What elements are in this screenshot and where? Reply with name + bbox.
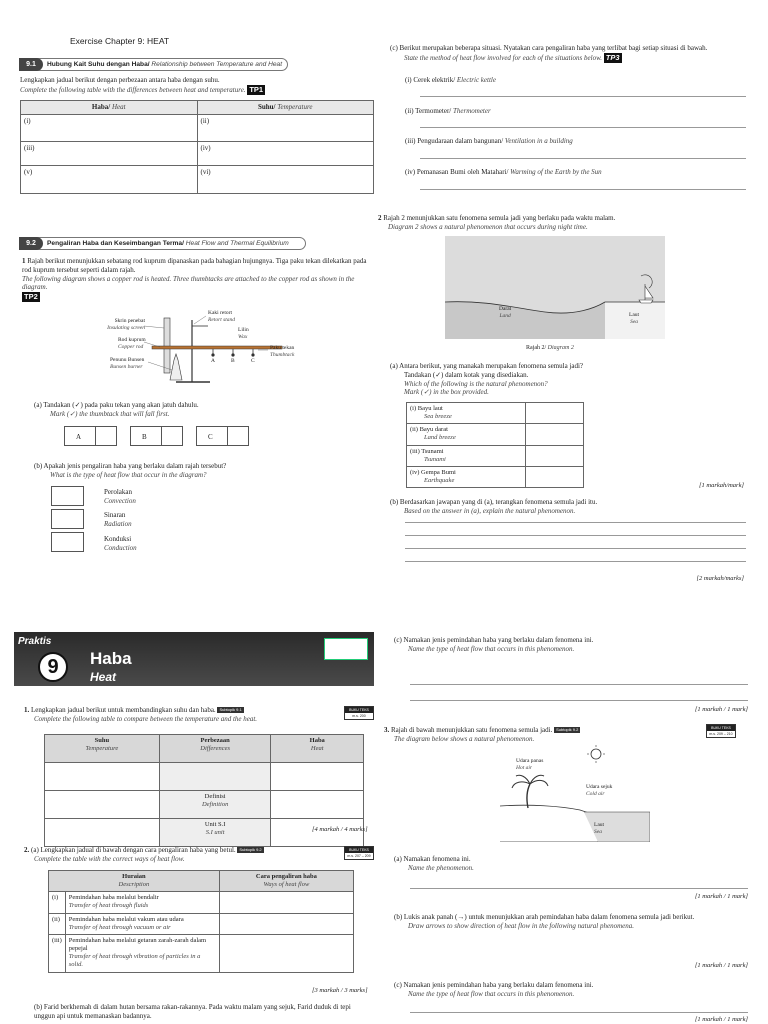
textbook-ref (344, 846, 374, 860)
option-label: Konduksi (104, 535, 132, 543)
question-text-en: The diagram below shows a natural phenomenon. (394, 734, 535, 743)
textbook-pages: m.s. 209 – 210 (709, 732, 733, 736)
question-text-en: What is the type of heat flow that occur in the diagram? (50, 470, 207, 479)
figure-label: Udara sejuk (586, 784, 613, 790)
option-conduction (104, 535, 137, 553)
answer-line[interactable] (410, 700, 748, 701)
marks-label: [1 markah / 1 mark] (694, 893, 748, 900)
question-1c (390, 44, 750, 63)
question-2b (390, 498, 750, 516)
checkbox-cell[interactable] (526, 466, 584, 487)
situation-item-en: Warming of the Earth by the Sun (510, 168, 602, 176)
question-label: (b) (34, 1003, 43, 1011)
question-text: Lengkapkan jadual di bawah dengan cara pengaliran haba yang betul. (40, 846, 236, 854)
table-header: Cara pengaliran haba (255, 873, 317, 880)
row-label: Definisi (204, 793, 226, 800)
section-badge: 9.1 (19, 58, 43, 71)
diagram-label: Kaki retort (208, 310, 232, 316)
question-3b (394, 913, 750, 931)
question-2a (24, 846, 354, 864)
section-label: Hubung Kait Suhu dengan Haba/ (47, 61, 150, 68)
question-label: (c) (394, 981, 402, 989)
option-label: C (208, 433, 213, 441)
option-label-en: Land breeze (424, 434, 456, 442)
question-text-en: Mark (✓) in the box provided. (404, 388, 489, 397)
table-row (49, 913, 354, 934)
option-label: Tsunami (421, 447, 444, 455)
answer-cell[interactable]: (vi) (197, 166, 374, 194)
table-header: Haba (309, 737, 325, 744)
table-row (49, 934, 354, 972)
question-text: Rajah di bawah menunjukkan satu fenomena semula jadi. (391, 726, 553, 734)
question-3 (384, 726, 704, 744)
figure-label: Udara panas (516, 758, 544, 764)
question-text-en: Which of the following is the natural phenomenon? (404, 379, 548, 388)
thumbtack-label-b: B (231, 358, 235, 364)
answer-cell[interactable] (271, 791, 364, 819)
subtopic-tag: Subtopik 9.1 (219, 707, 242, 713)
tp-level-badge: TP2 (24, 292, 38, 301)
checkbox-radiation[interactable] (51, 509, 84, 529)
checkbox-cell[interactable] (526, 445, 584, 466)
question-text-en: The following diagram shows a copper rod is heated. Three thumbtacks are attached to the copper rod as shown in the diagram. (22, 274, 355, 292)
marks-label: [1 markah / 1 mark] (694, 1016, 748, 1023)
row-label-en: Definition (201, 801, 229, 809)
option-label-en: Earthquake (424, 476, 455, 484)
question-text-en: Mark (✓) the thumbtack that will fall first. (50, 409, 170, 418)
question-text-en: Complete the table with the correct ways of heat flow. (34, 854, 185, 863)
question-heat-table (20, 76, 370, 95)
section-9-1-band (20, 58, 288, 71)
answer-cell[interactable]: (ii) (197, 115, 374, 142)
question-label: (b) (390, 498, 399, 506)
question-number: 2 (378, 214, 382, 222)
question-text-en: Complete the following table to compare between the temperature and the heat. (34, 714, 258, 723)
textbook-label: BUKU TEKS (707, 725, 735, 731)
diagram-label: Lilin (238, 327, 249, 333)
row-label-en: S.I unit (205, 829, 225, 837)
situation-item-en: Thermometer (452, 107, 491, 115)
answer-line[interactable] (410, 1012, 748, 1013)
answer-cell[interactable] (219, 892, 353, 913)
tp-level-badge: TP1 (249, 84, 264, 94)
option-a-box (64, 426, 116, 446)
option-label: Perolakan (104, 488, 132, 496)
question-text: Lengkapkan jadual berikut dengan perbezaan antara haba dengan suhu. (20, 76, 220, 84)
answer-cell[interactable] (219, 934, 353, 972)
thumbtack-label-c: C (251, 358, 255, 364)
copper-rod-diagram (100, 310, 320, 390)
table-row (21, 142, 374, 166)
answer-cell[interactable] (271, 763, 364, 791)
checkbox-convection[interactable] (51, 486, 84, 506)
question-label: (a) (31, 846, 39, 854)
heat-flow-table (48, 870, 354, 973)
checkbox-conduction[interactable] (51, 532, 84, 552)
question-1 (24, 706, 354, 724)
chapter-title-en: Heat (90, 670, 117, 684)
textbook-label: BUKU TEKS (345, 707, 373, 713)
section-badge: 9.2 (19, 237, 43, 250)
section-label: Pengaliran Haba dan Keseimbangan Terma/ (47, 240, 184, 247)
checkbox-b[interactable] (161, 426, 183, 446)
question-number: 2. (24, 846, 30, 854)
option-number: (i) (410, 405, 417, 412)
option-number: (iii) (410, 447, 420, 455)
answer-cell[interactable] (45, 763, 160, 791)
section-9-2-band (20, 237, 306, 250)
question-2 (378, 214, 748, 232)
question-text: Farid berkhemah di dalam hutan bersama rakan-rakannya. Pada waktu malam yang sejuk, Farid duduk di tepi unggun api untuk memanaskan badannya. (34, 1003, 351, 1020)
answer-cell[interactable]: (iv) (197, 142, 374, 166)
answer-line[interactable] (420, 158, 746, 159)
table-header: Perbezaan (200, 737, 230, 744)
option-number: (ii) (410, 426, 418, 434)
chapter-title: Haba (90, 649, 132, 668)
diagram-label-en: Copper rod (118, 343, 144, 350)
table-row (407, 424, 584, 445)
question-text: Berikut merupakan beberapa situasi. Nyatakan cara pengaliran haba yang terlibat bagi setiap situasi di bawah. (399, 44, 708, 52)
question-1b (34, 462, 354, 480)
row-text-en: Transfer of heat through fluids (68, 902, 149, 910)
chapter-header-band (14, 632, 374, 686)
option-label-en: Sea breeze (424, 413, 452, 421)
question-text: Namakan jenis pemindahan haba yang berlaku dalam fenomena ini. (403, 636, 594, 644)
question-text: Antara berikut, yang manakah merupakan fenomena semula jadi? (399, 362, 584, 370)
table-row (407, 445, 584, 466)
question-text: Apakah jenis pengaliran haba yang berlaku dalam rajah tersebut? (43, 462, 227, 470)
textbook-ref (706, 724, 736, 738)
answer-line[interactable] (420, 189, 746, 190)
figure-label-en: Sea (630, 318, 639, 325)
table-row (21, 166, 374, 194)
situation-item: (iii) Pengudaraan dalam bangunan/ (405, 137, 504, 145)
land-sea-figure (445, 236, 665, 339)
chapter-number: 9 (38, 652, 68, 682)
option-convection (104, 488, 136, 506)
question-text-en: Based on the answer in (a), explain the natural phenomenon. (404, 506, 576, 515)
option-number: (iv) (410, 468, 420, 476)
worksheet-title: Exercise Chapter 9: HEAT (70, 36, 170, 46)
answer-cell[interactable] (45, 819, 160, 847)
table-header: Suhu/ (257, 103, 276, 111)
row-text: Pemindahan haba melalui getaran zarah-zarah dalam pepejal (68, 936, 207, 952)
answer-line[interactable] (405, 561, 746, 562)
subtopic-tag: Subtopik 9.2 (239, 847, 262, 853)
table-header-en: Heat (111, 103, 126, 111)
marks-label: [1 markah / 1 mark] (694, 706, 748, 713)
question-text-en: Name the phenomenon. (408, 863, 474, 872)
section-label-en: Heat Flow and Thermal Equilibrium (185, 240, 289, 247)
table-row (49, 892, 354, 913)
question-text-en: State the method of heat flow involved for each of the situations below. (404, 53, 602, 62)
answer-cell[interactable]: (iii) (21, 142, 198, 166)
situation-item-en: Electric kettle (456, 76, 496, 84)
thumbtack-label-a: A (211, 358, 215, 364)
answer-line[interactable] (405, 548, 746, 549)
answer-line[interactable] (420, 127, 746, 128)
figure-label-en: Hot air (516, 764, 533, 771)
question-1a (34, 401, 354, 419)
table-header-en: Temperature (277, 103, 313, 111)
question-2c (394, 636, 750, 654)
question-2a (390, 362, 750, 397)
question-text: Tandakan (✓) dalam kotak yang disediakan. (404, 370, 529, 379)
question-2b (34, 1003, 364, 1021)
question-text: Tandakan (✓) pada paku tekan yang akan jatuh dahulu. (43, 401, 199, 409)
phenomenon-options-table (406, 402, 584, 488)
diagram-label: Skrin penebat (114, 318, 145, 324)
question-text: Namakan fenomena ini. (403, 855, 471, 863)
marks-label: [3 markah / 3 marks] (312, 987, 368, 994)
question-number: 1 (22, 257, 26, 265)
answer-line[interactable] (410, 684, 748, 685)
figure-caption: Rajah 2/ (526, 345, 547, 351)
table-header: Huraian (122, 873, 146, 880)
question-text-en: Diagram 2 shows a natural phenomenon that occurs during night time. (388, 222, 588, 231)
marks-label: [1 markah/mark] (699, 482, 744, 489)
marks-label: [1 markah / 1 mark] (694, 962, 748, 969)
table-row (407, 403, 584, 424)
option-label-en: Tsunami (424, 455, 446, 463)
table-header-en: Ways of heat flow (263, 881, 310, 889)
question-text: Rajah berikut menunjukkan sebatang rod kuprum dipanaskan pada bahagian hujungnya. Tiga paku tekan dilekatkan pada rod kuprum tersebut seperti dalam rajah. (22, 257, 367, 274)
question-text: Berdasarkan jawapan yang di (a), terangkan fenomena semula jadi itu. (399, 498, 598, 506)
table-header-en: Description (118, 881, 150, 889)
question-text: Lukis anak panah (→) untuk menunjukkan arah pemindahan haba dalam fenomena semula jadi berikut. (403, 913, 695, 921)
question-text-en: Name the type of heat flow that occurs in this phenomenon. (408, 989, 575, 998)
table-header-en: Differences (200, 745, 231, 753)
question-1 (22, 257, 374, 302)
figure-label: Laut (594, 822, 605, 828)
question-label: (a) (34, 401, 42, 409)
situation-item: (iv) Pemanasan Bumi oleh Matahari/ (405, 168, 509, 176)
question-label: (a) (390, 362, 398, 370)
marks-label: [2 markah/marks] (696, 575, 744, 582)
tp-level-badge: TP3 (605, 52, 620, 62)
checkbox-c[interactable] (227, 426, 249, 446)
answer-line[interactable] (410, 888, 748, 889)
diagram-label: Rod kuprum (118, 337, 146, 343)
diagram-label-en: Wax (238, 333, 248, 340)
sea-breeze-figure (500, 744, 650, 842)
option-label: Sinaran (104, 511, 126, 519)
answer-cell[interactable] (219, 913, 353, 934)
question-label: (c) (390, 44, 398, 52)
figure-label-en: Land (499, 312, 511, 319)
option-label: A (76, 433, 82, 441)
section-label-en: Relationship between Temperature and Heat (151, 61, 283, 68)
table-header-en: Heat (310, 745, 324, 753)
option-b-box (130, 426, 182, 446)
question-number: 3. (384, 726, 390, 734)
situation-item-en: Ventilation in a building (504, 137, 573, 145)
checkbox-cell[interactable] (526, 424, 584, 445)
praktis-label: Praktis (18, 636, 52, 647)
figure-label-en: Cold air (586, 790, 605, 797)
diagram-label-en: Retort stand (208, 316, 236, 323)
textbook-pages: m.s. 200 (352, 714, 366, 718)
diagram-label: Paku tekan (270, 345, 295, 351)
option-label: Bayu darat (419, 426, 448, 434)
diagram-label-en: Insulating screen (107, 324, 145, 331)
option-label-en: Conduction (104, 543, 137, 552)
option-label-en: Radiation (104, 519, 132, 528)
option-c-box (196, 426, 248, 446)
row-text: Pemindahan haba melalui vakum atau udara (68, 915, 184, 923)
row-text-en: Transfer of heat through vacuum or air (68, 923, 171, 931)
question-text: Namakan jenis pemindahan haba yang berlaku dalam fenomena ini. (403, 981, 594, 989)
textbook-pages: m.s. 207 – 209 (347, 854, 371, 858)
figure-label: Laut (629, 312, 640, 318)
heat-temperature-table (20, 100, 374, 194)
marks-label: [4 markah / 4 marks] (312, 826, 368, 833)
question-text-en: Draw arrows to show direction of heat flow in the following natural phenomena. (408, 921, 635, 930)
option-radiation (104, 511, 132, 529)
row-text: Pemindahan haba melalui bendalir (68, 894, 159, 902)
subtopic-tag: Subtopik 9.2 (556, 727, 579, 733)
question-text-en: Name the type of heat flow that occurs in this phenomenon. (408, 644, 575, 653)
answer-cell[interactable]: (i) (21, 115, 198, 142)
row-label: Unit S.I (204, 821, 226, 828)
row-number: (iii) (49, 934, 66, 972)
answer-cell[interactable] (45, 791, 160, 819)
figure-label-en: Sea (594, 828, 602, 835)
checkbox-a[interactable] (95, 426, 117, 446)
option-label: B (142, 433, 147, 441)
figure-label: Darat (499, 306, 512, 312)
diagram-label-en: Thumbtack (270, 351, 295, 358)
question-text-en: Complete the following table with the differences between heat and temperature. (20, 85, 246, 94)
row-number: (i) (49, 892, 66, 913)
option-label: Gempa Bumi (421, 468, 456, 476)
table-row (45, 791, 364, 819)
question-text: Rajah 2 menunjukkan satu fenomena semula jadi yang berlaku pada waktu malam. (383, 214, 616, 222)
answer-line[interactable] (405, 535, 746, 536)
checkbox-cell[interactable] (526, 403, 584, 424)
answer-line[interactable] (405, 522, 746, 523)
question-text: Lengkapkan jadual berikut untuk membandingkan suhu dan haba. (31, 706, 216, 714)
table-header-en: Temperature (85, 745, 119, 753)
textbook-ref (344, 706, 374, 720)
table-row (21, 115, 374, 142)
answer-cell[interactable]: (v) (21, 166, 198, 194)
figure-caption-en: Diagram 2 (547, 345, 574, 351)
diagram-label-en: Bunsen burner (110, 363, 143, 370)
table-row (407, 466, 584, 487)
situation-item: (i) Cerek elektrik/ (405, 76, 456, 84)
row-text-en: Transfer of heat through vibration of particles in a solid. (68, 953, 201, 969)
question-label: (b) (34, 462, 43, 470)
answer-line[interactable] (420, 96, 746, 97)
diagram-label: Penunu Bunsen (110, 357, 145, 363)
table-header: Suhu (94, 737, 110, 744)
question-number: 1. (24, 706, 30, 714)
row-number: (ii) (49, 913, 66, 934)
table-header: Haba/ (91, 103, 111, 111)
question-label: (a) (394, 855, 402, 863)
question-label: (c) (394, 636, 402, 644)
question-label: (b) (394, 913, 403, 921)
question-3a (394, 855, 734, 873)
table-row (45, 763, 364, 791)
question-3c (394, 981, 734, 999)
header-box (324, 638, 368, 660)
option-label: Bayu laut (417, 405, 443, 412)
situation-item: (ii) Termometer/ (405, 107, 452, 115)
textbook-label: BUKU TEKS (345, 847, 373, 853)
option-label-en: Convection (104, 496, 136, 505)
